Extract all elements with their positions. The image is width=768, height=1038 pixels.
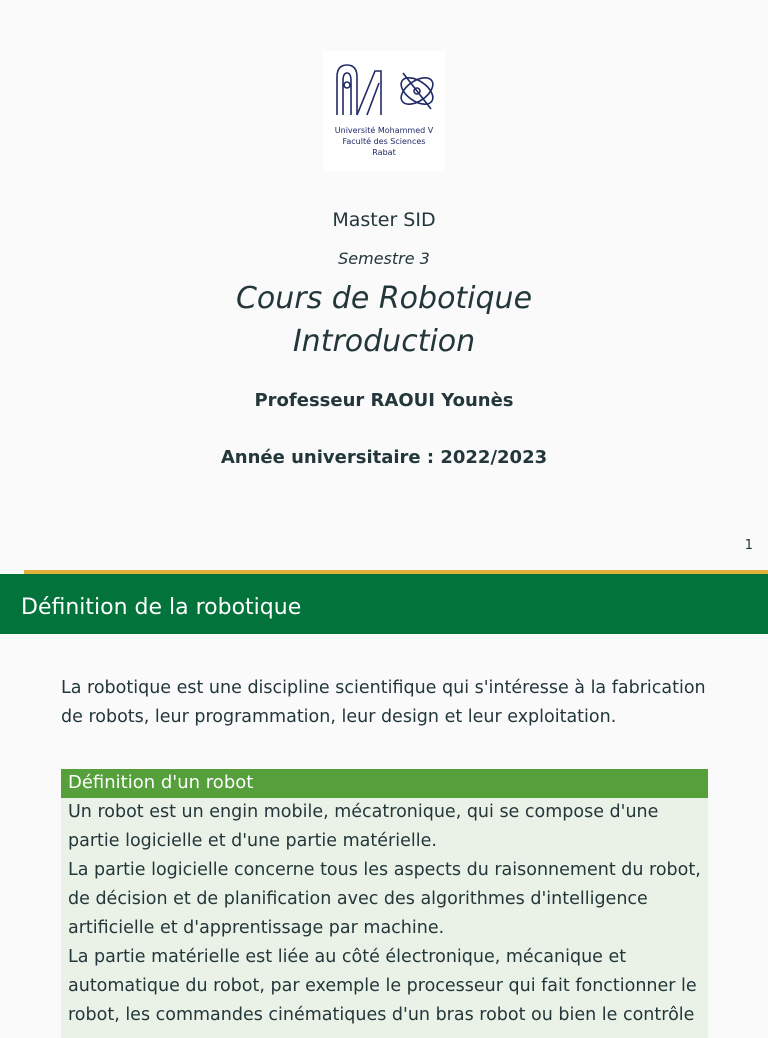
intro-paragraph: La robotique est une discipline scientifique qui s'intéresse à la fabrication de robots, leur programmation, leur design et leur exploitation. [61, 678, 706, 727]
definition-block-body [61, 798, 708, 1038]
block-paragraph-1: Un robot est un engin mobile, mécatronique, qui se compose d'une partie logicielle et d'une partie matérielle. [68, 802, 659, 851]
definition-slide [0, 570, 768, 1024]
course-subtitle: Introduction [292, 324, 476, 359]
course-title: Cours de Robotique [235, 281, 533, 316]
definition-block-header [61, 769, 708, 798]
page-number: 1 [744, 538, 753, 553]
university-logo [323, 51, 445, 171]
university-emblem-icon [323, 51, 445, 125]
block-paragraph-2: La partie logicielle concerne tous les aspects du raisonnement du robot, de décision et de planification avec des algorithmes d'intelligence artificielle et d'apprentissage par machine. [68, 860, 701, 938]
logo-caption [323, 125, 445, 158]
semester-label: Semestre 3 [338, 249, 430, 268]
logo-line-1: Université Mohammed V [334, 126, 434, 135]
frame-title: Définition de la robotique [21, 595, 302, 620]
professor-name: Professeur RAOUI Younès [254, 390, 514, 411]
logo-line-2: Faculté des Sciences [342, 137, 426, 146]
block-paragraph-3: La partie matérielle est liée au côté électronique, mécanique et automatique du robot, par exemple le processeur qui fait fonctionner le robot, les commandes cinématiques d'un bras robot ou bien le contrôle [68, 947, 697, 1025]
logo-line-3: Rabat [372, 148, 396, 157]
definition-block-title: Définition d'un robot [68, 772, 254, 793]
program-name: Master SID [332, 209, 436, 231]
frame-header [0, 574, 768, 634]
academic-year: Année universitaire : 2022/2023 [220, 447, 548, 468]
